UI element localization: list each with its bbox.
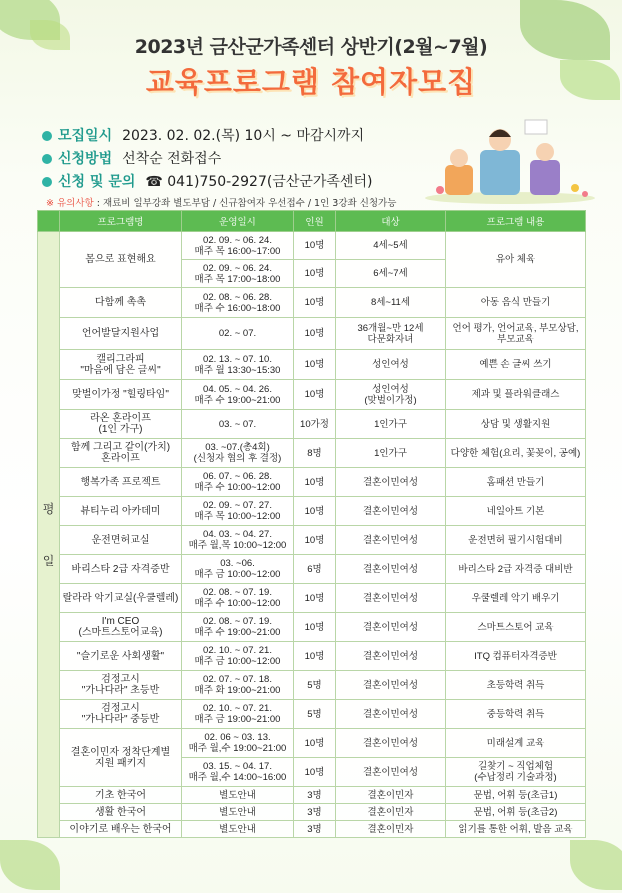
target-cell: 결혼이민여성 xyxy=(336,526,446,555)
schedule-cell: 03. ~ 07. xyxy=(182,410,294,439)
target-cell: 결혼이민여성 xyxy=(336,642,446,671)
program-table xyxy=(37,210,586,838)
capacity-cell: 8명 xyxy=(294,439,336,468)
target-cell: 36개월~만 12세 다문화자녀 xyxy=(336,318,446,350)
target-cell: 1인가구 xyxy=(336,439,446,468)
target-cell: 성인여성 (맞벌이가정) xyxy=(336,380,446,410)
weekday-side-label: 평 일 xyxy=(38,232,60,838)
target-cell: 성인여성 xyxy=(336,350,446,380)
content-cell: 읽기를 통한 어휘, 발음 교육 xyxy=(446,821,586,838)
program-name-cell: 이야기로 배우는 한국어 xyxy=(60,821,182,838)
schedule-cell: 03. ~07.(총4회) (신청자 협의 후 결정) xyxy=(182,439,294,468)
target-cell: 6세~7세 xyxy=(336,260,446,288)
table-row xyxy=(38,804,586,821)
table-row xyxy=(38,671,586,700)
schedule-cell: 02. 09. ~ 06. 24. 매주 목 16:00~17:00 xyxy=(182,232,294,260)
content-cell: 스마트스토어 교육 xyxy=(446,613,586,642)
target-cell: 결혼이민여성 xyxy=(336,497,446,526)
program-name-cell: 기초 한국어 xyxy=(60,787,182,804)
header-program: 프로그램명 xyxy=(60,211,182,232)
content-cell: 길찾기 ~ 직업체험 (수납정리 기술과정) xyxy=(446,758,586,787)
capacity-cell: 5명 xyxy=(294,671,336,700)
program-name-cell: 행복가족 프로젝트 xyxy=(60,468,182,497)
capacity-cell: 10명 xyxy=(294,318,336,350)
table-row xyxy=(38,497,586,526)
table-row xyxy=(38,380,586,410)
leaf-decoration xyxy=(0,840,60,890)
program-name-cell: 캘리그라피 "마음에 담은 글씨" xyxy=(60,350,182,380)
table-row xyxy=(38,584,586,613)
target-cell: 결혼이민여성 xyxy=(336,584,446,613)
poster-subtitle: 2023년 금산군가족센터 상반기(2월~7월) xyxy=(134,36,488,58)
schedule-cell: 02. 10. ~ 07. 21. 매주 금 19:00~21:00 xyxy=(182,700,294,729)
schedule-cell: 02. 06 ~ 03. 13. 매주 월,수 19:00~21:00 xyxy=(182,729,294,758)
program-name-cell: I'm CEO (스마트스토어교육) xyxy=(60,613,182,642)
table-row xyxy=(38,318,586,350)
table-row xyxy=(38,787,586,804)
program-name-cell: 맞벌이가정 "힐링타임" xyxy=(60,380,182,410)
bullet-icon xyxy=(42,131,52,141)
capacity-cell: 10명 xyxy=(294,288,336,318)
content-cell: 운전면허 필기시험대비 xyxy=(446,526,586,555)
target-cell: 결혼이민여성 xyxy=(336,671,446,700)
schedule-cell: 별도안내 xyxy=(182,787,294,804)
schedule-cell: 02. 09. ~ 06. 24. 매주 목 17:00~18:00 xyxy=(182,260,294,288)
table-row xyxy=(38,729,586,758)
program-name-cell: 랄라라 악기교실(우쿨렐레) xyxy=(60,584,182,613)
header-capacity: 인원 xyxy=(294,211,336,232)
table-row xyxy=(38,468,586,497)
target-cell: 결혼이민자 xyxy=(336,821,446,838)
target-cell: 결혼이민여성 xyxy=(336,613,446,642)
target-cell: 결혼이민자 xyxy=(336,804,446,821)
table-row xyxy=(38,555,586,584)
table-row xyxy=(38,410,586,439)
capacity-cell: 3명 xyxy=(294,821,336,838)
schedule-cell: 02. 08. ~ 06. 28. 매주 수 16:00~18:00 xyxy=(182,288,294,318)
schedule-cell: 별도안내 xyxy=(182,804,294,821)
schedule-cell: 02. 10. ~ 07. 21. 매주 금 10:00~12:00 xyxy=(182,642,294,671)
info-apply-method: 신청방법 선착순 전화접수 xyxy=(42,148,221,168)
capacity-cell: 10명 xyxy=(294,380,336,410)
table-row xyxy=(38,700,586,729)
header-target: 대상 xyxy=(336,211,446,232)
capacity-cell: 10명 xyxy=(294,758,336,787)
content-cell: 문법, 어휘 등(초급1) xyxy=(446,787,586,804)
table-row xyxy=(38,288,586,318)
content-cell: 상담 및 생활지원 xyxy=(446,410,586,439)
target-cell: 8세~11세 xyxy=(336,288,446,318)
table-row xyxy=(38,232,586,260)
schedule-cell: 02. ~ 07. xyxy=(182,318,294,350)
content-cell: 홈패션 만들기 xyxy=(446,468,586,497)
schedule-cell: 02. 08. ~ 07. 19. 매주 수 19:00~21:00 xyxy=(182,613,294,642)
schedule-cell: 별도안내 xyxy=(182,821,294,838)
program-name-cell: 라온 혼라이프 (1인 가구) xyxy=(60,410,182,439)
content-cell: 유아 체육 xyxy=(446,232,586,288)
schedule-cell: 02. 09. ~ 07. 27. 매주 목 10:00~12:00 xyxy=(182,497,294,526)
target-cell: 결혼이민여성 xyxy=(336,729,446,758)
target-cell: 결혼이민자 xyxy=(336,787,446,804)
program-name-cell: "슬기로운 사회생활" xyxy=(60,642,182,671)
capacity-cell: 6명 xyxy=(294,555,336,584)
phone-icon: ☎ xyxy=(145,174,168,190)
program-name-cell: 검정고시 "가나다라" 중등반 xyxy=(60,700,182,729)
table-row xyxy=(38,439,586,468)
program-name-cell: 몸으로 표현해요 xyxy=(60,232,182,288)
target-cell: 결혼이민여성 xyxy=(336,468,446,497)
content-cell: 미래설계 교육 xyxy=(446,729,586,758)
capacity-cell: 3명 xyxy=(294,804,336,821)
content-cell: 제과 및 플라워클래스 xyxy=(446,380,586,410)
capacity-cell: 10명 xyxy=(294,468,336,497)
program-name-cell: 결혼이민자 정착단계별 지원 패키지 xyxy=(60,729,182,787)
header-side xyxy=(38,211,60,232)
program-name-cell: 다함께 촉촉 xyxy=(60,288,182,318)
table-row xyxy=(38,642,586,671)
program-name-cell: 운전면허교실 xyxy=(60,526,182,555)
schedule-cell: 06. 07. ~ 06. 28. 매주 수 10:00~12:00 xyxy=(182,468,294,497)
schedule-cell: 04. 05. ~ 04. 26. 매주 수 19:00~21:00 xyxy=(182,380,294,410)
info-contact: 신청 및 문의 ☎ 041)750-2927(금산군가족센터) xyxy=(42,171,372,191)
info-recruit-period: 모집일시 2023. 02. 02.(목) 10시 ~ 마감시까지 xyxy=(42,125,364,145)
table-row xyxy=(38,613,586,642)
table-row xyxy=(38,821,586,838)
capacity-cell: 10명 xyxy=(294,642,336,671)
table-row xyxy=(38,350,586,380)
capacity-cell: 10명 xyxy=(294,232,336,260)
schedule-cell: 03. 15. ~ 04. 17. 매주 월,수 14:00~16:00 xyxy=(182,758,294,787)
capacity-cell: 10명 xyxy=(294,260,336,288)
capacity-cell: 10명 xyxy=(294,497,336,526)
target-cell: 결혼이민여성 xyxy=(336,555,446,584)
header-content: 프로그램 내용 xyxy=(446,211,586,232)
bullet-icon xyxy=(42,154,52,164)
content-cell: 바리스타 2급 자격증 대비반 xyxy=(446,555,586,584)
capacity-cell: 10명 xyxy=(294,613,336,642)
family-illustration-icon xyxy=(420,110,600,205)
capacity-cell: 3명 xyxy=(294,787,336,804)
target-cell: 1인가구 xyxy=(336,410,446,439)
target-cell: 4세~5세 xyxy=(336,232,446,260)
content-cell: 아동 음식 만들기 xyxy=(446,288,586,318)
table-row xyxy=(38,526,586,555)
capacity-cell: 10가정 xyxy=(294,410,336,439)
program-name-cell: 언어발달지원사업 xyxy=(60,318,182,350)
program-name-cell: 검정고시 "가나다라" 초등반 xyxy=(60,671,182,700)
program-name-cell: 함께 그리고 같이(가치) 혼라이프 xyxy=(60,439,182,468)
header-schedule: 운영일시 xyxy=(182,211,294,232)
capacity-cell: 10명 xyxy=(294,526,336,555)
capacity-cell: 10명 xyxy=(294,729,336,758)
program-name-cell: 생활 한국어 xyxy=(60,804,182,821)
capacity-cell: 5명 xyxy=(294,700,336,729)
leaf-decoration xyxy=(570,840,622,890)
table-header-row xyxy=(38,211,586,232)
notice: ※ 유의사항 : 재료비 일부강좌 별도부담 / 신규참여자 우선접수 / 1인 3강좌 신청가능 xyxy=(46,198,397,209)
target-cell: 결혼이민여성 xyxy=(336,700,446,729)
target-cell: 결혼이민여성 xyxy=(336,758,446,787)
content-cell: ITQ 컴퓨터자격증반 xyxy=(446,642,586,671)
poster-title: 교육프로그램 참여자모집 xyxy=(145,65,477,99)
bullet-icon xyxy=(42,177,52,187)
content-cell: 문법, 어휘 등(초급2) xyxy=(446,804,586,821)
schedule-cell: 02. 13. ~ 07. 10. 매주 월 13:30~15:30 xyxy=(182,350,294,380)
program-name-cell: 바리스타 2급 자격증반 xyxy=(60,555,182,584)
content-cell: 우쿨렐레 악기 배우기 xyxy=(446,584,586,613)
content-cell: 다양한 체험(요리, 꽃꽂이, 공예) xyxy=(446,439,586,468)
capacity-cell: 10명 xyxy=(294,350,336,380)
content-cell: 중등학력 취득 xyxy=(446,700,586,729)
program-name-cell: 뷰티누리 아카데미 xyxy=(60,497,182,526)
content-cell: 네일아트 기본 xyxy=(446,497,586,526)
schedule-cell: 04. 03. ~ 04. 27. 매주 월,목 10:00~12:00 xyxy=(182,526,294,555)
content-cell: 언어 평가, 언어교육, 부모상담, 부모교육 xyxy=(446,318,586,350)
schedule-cell: 02. 08. ~ 07. 19. 매주 수 10:00~12:00 xyxy=(182,584,294,613)
schedule-cell: 03. ~06. 매주 금 10:00~12:00 xyxy=(182,555,294,584)
content-cell: 초등학력 취득 xyxy=(446,671,586,700)
capacity-cell: 10명 xyxy=(294,584,336,613)
content-cell: 예쁜 손 글씨 쓰기 xyxy=(446,350,586,380)
schedule-cell: 02. 07. ~ 07. 18. 매주 화 19:00~21:00 xyxy=(182,671,294,700)
